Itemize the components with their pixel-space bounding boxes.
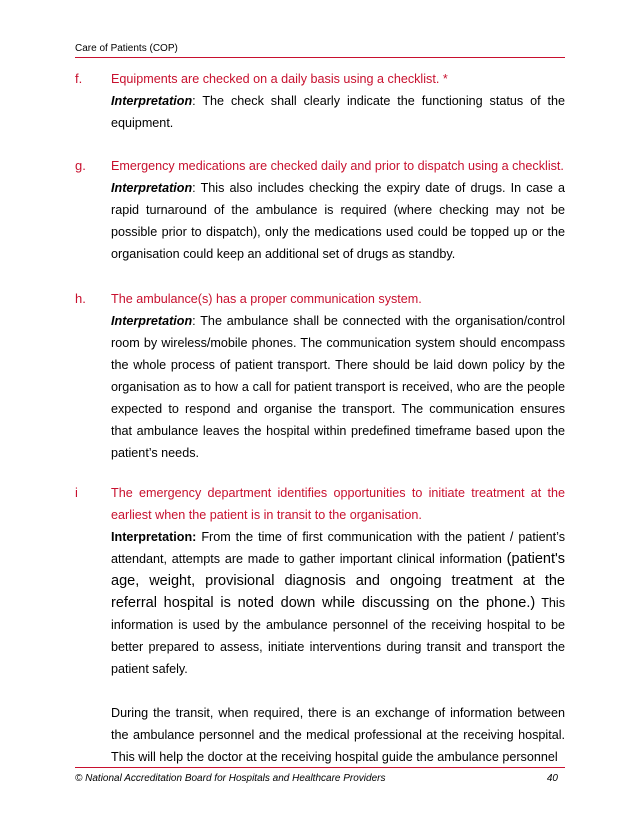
standard-item-g	[75, 155, 565, 265]
interpretation-text: : The check shall clearly indicate the functioning status of the equipment.	[111, 94, 565, 130]
interpretation	[111, 310, 565, 464]
interpretation-label: Interpretation	[111, 181, 193, 195]
interpretation	[111, 526, 565, 680]
interpretation-label: Interpretation	[111, 314, 193, 328]
page-number: 40	[546, 773, 558, 784]
interpretation	[111, 90, 565, 134]
interpretation-label: Interpretation	[111, 94, 193, 108]
standard-item-h	[75, 288, 565, 464]
interpretation-text: : This also includes checking the expiry date of drugs. In case a rapid turnaround of the ambulance is required (where checking may not be possible prior to dispatch), only the medications used could be topped up or the organisation could keep an additional set of drugs as standby.	[111, 181, 565, 261]
header-divider	[75, 57, 565, 58]
interpretation-text: : The ambulance shall be connected with the organisation/control room by wireless/mobile phones. The communication system should encompass the whole process of patient transport. There should be laid down policy by the organisation as to how a call for patient transport is received, who are the people expected to respond and organise the transport. The communication ensures that ambulance leaves the hospital within predefined timeframe based upon the patient’s needs.	[111, 314, 565, 460]
item-letter: f.	[75, 71, 83, 86]
standard-text: Equipments are checked on a daily basis using a checklist. *	[111, 72, 448, 86]
interpretation-label: Interpretation:	[111, 530, 197, 544]
standard-text: The emergency department identifies opportunities to initiate treatment at the earliest when the patient is in transit to the organisation.	[111, 486, 565, 522]
footer-copyright: © National Accreditation Board for Hospitals and Healthcare Providers	[75, 773, 386, 784]
interpretation-text-large: (patient's age, weight, provisional diagnosis and ongoing treatment at the referral hospital is noted down while discussing on the phone.)	[111, 551, 565, 611]
footer-divider	[75, 767, 565, 768]
standard-text: Emergency medications are checked daily and prior to dispatch using a checklist.	[111, 159, 564, 173]
item-letter: i	[75, 485, 78, 500]
standard-item-i	[75, 482, 565, 768]
item-letter: g.	[75, 158, 86, 173]
standard-item-f	[75, 68, 565, 134]
standard-text: The ambulance(s) has a proper communication system.	[111, 292, 422, 306]
paragraph: During the transit, when required, there is an exchange of information between the ambulance personnel and the medical professional at the receiving hospital. This will help the doctor at the receiving hospital guide the ambulance personnel	[111, 706, 565, 764]
item-letter: h.	[75, 291, 86, 306]
interpretation	[111, 177, 565, 265]
page-header: Care of Patients (COP)	[75, 43, 178, 54]
interpretation-text: This information is used by the ambulance personnel of the receiving hospital to be better prepared to assess, initiate interventions during transit and transport the patient safely.	[111, 596, 565, 676]
interpretation-text: From the time of first communication with the patient / patient’s attendant, attempts are made to gather important clinical information	[111, 530, 565, 566]
